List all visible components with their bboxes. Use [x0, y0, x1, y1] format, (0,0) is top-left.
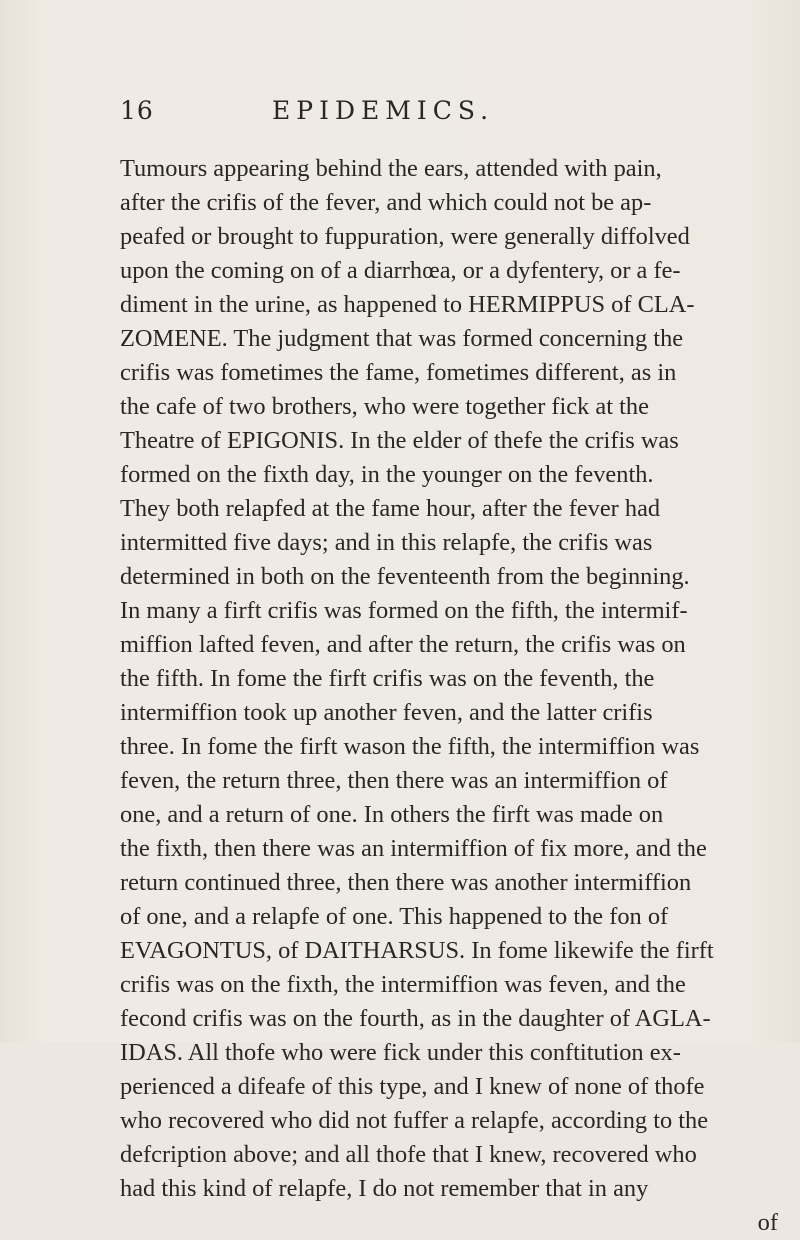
- text-line: ZOMENE. The judgment that was formed concerning the: [120, 325, 684, 352]
- text-line: crifis was on the fixth, the intermiffion was feven, and the: [120, 971, 686, 998]
- text-line: diment in the urine, as happened to HERMIPPUS of CLA-: [120, 291, 695, 318]
- page-number: 16: [120, 96, 154, 125]
- text-line: the fifth. In fome the firft crifis was on the feventh, the: [120, 665, 655, 692]
- text-line: the fixth, then there was an intermiffion of fix more, and the: [120, 835, 707, 862]
- text-line: one, and a return of one. In others the firft was made on: [120, 801, 664, 828]
- text-line: determined in both on the feventeenth from the beginning.: [120, 563, 690, 590]
- text-line: feven, the return three, then there was an intermiffion of: [120, 767, 668, 794]
- text-line: intermiffion took up another feven, and the latter crifis: [120, 699, 653, 726]
- catchword: of: [757, 1209, 778, 1236]
- text-line: return continued three, then there was another intermiffion: [120, 869, 692, 896]
- text-line: Theatre of EPIGONIS. In the elder of thefe the crifis was: [120, 427, 679, 454]
- text-line: had this kind of relapfe, I do not remember that in any: [120, 1175, 649, 1202]
- page-header: [120, 96, 800, 136]
- text-line: the cafe of two brothers, who were together fick at the: [120, 393, 649, 420]
- body-text: [120, 152, 800, 1240]
- text-line: formed on the fixth day, in the younger on the feventh.: [120, 461, 654, 488]
- text-line: of one, and a relapfe of one. This happened to the fon of: [120, 903, 669, 930]
- text-line: Tumours appearing behind the ears, attended with pain,: [120, 155, 662, 182]
- text-line: miffion lafted feven, and after the return, the crifis was on: [120, 631, 686, 658]
- text-line: fecond crifis was on the fourth, as in the daughter of AGLA-: [120, 1005, 711, 1032]
- text-line: who recovered who did not fuffer a relapfe, according to the: [120, 1107, 709, 1134]
- text-line: intermitted five days; and in this relapfe, the crifis was: [120, 529, 653, 556]
- text-line: after the crifis of the fever, and which could not be ap-: [120, 189, 652, 216]
- text-line: defcription above; and all thofe that I knew, recovered who: [120, 1141, 697, 1168]
- running-head: EPIDEMICS.: [272, 96, 495, 125]
- text-line: IDAS. All thofe who were fick under this conftitution ex-: [120, 1039, 681, 1066]
- text-line: three. In fome the firft wason the fifth, the intermiffion was: [120, 733, 700, 760]
- text-line: peafed or brought to fuppuration, were generally diffolved: [120, 223, 690, 250]
- text-line: crifis was fometimes the fame, fometimes different, as in: [120, 359, 677, 386]
- text-line: EVAGONTUS, of DAITHARSUS. In fome likewife the firft: [120, 937, 714, 964]
- text-line: In many a firft crifis was formed on the fifth, the intermif-: [120, 597, 688, 624]
- text-line: perienced a difeafe of this type, and I knew of none of thofe: [120, 1073, 705, 1100]
- text-line: upon the coming on of a diarrhœa, or a dyfentery, or a fe-: [120, 257, 681, 284]
- text-line: They both relapfed at the fame hour, after the fever had: [120, 495, 661, 522]
